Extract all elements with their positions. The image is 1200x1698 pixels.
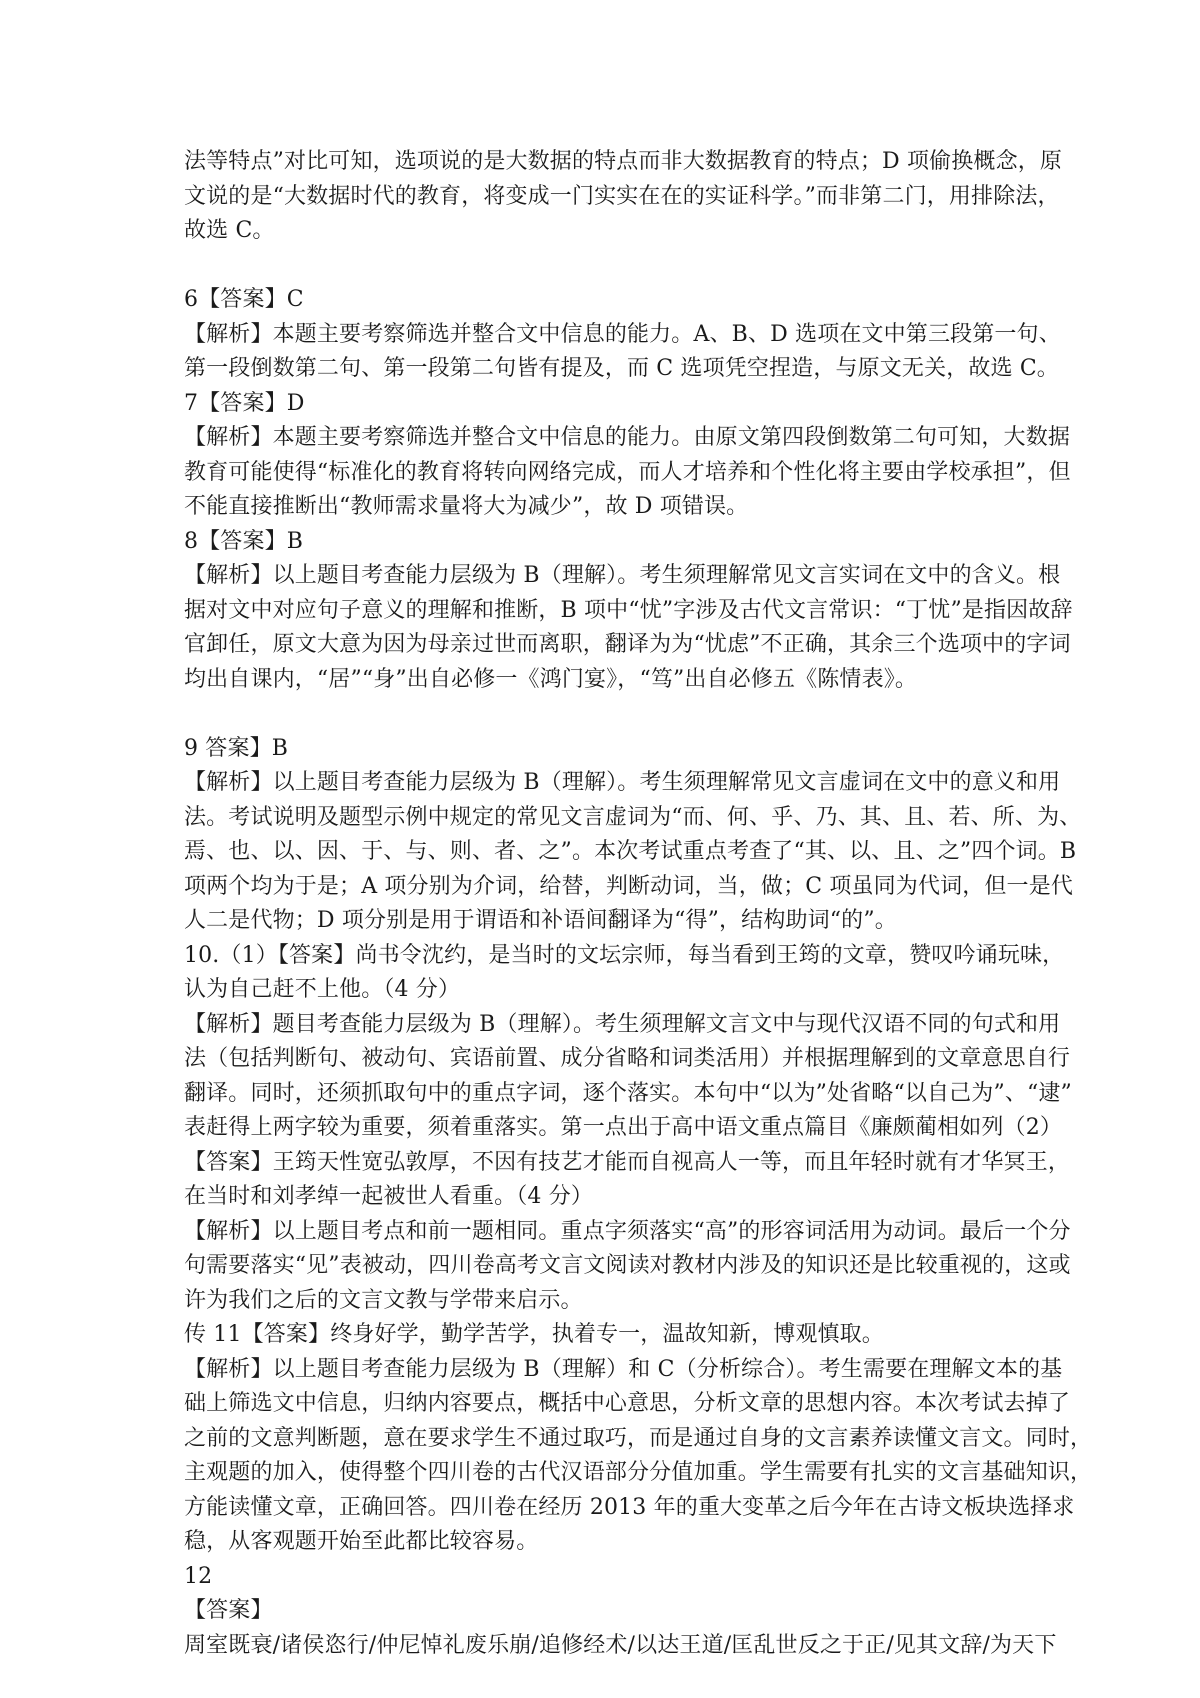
text-line: 7【答案】D (184, 390, 305, 416)
text-line: 据对文中对应句子意义的理解和推断，B 项中“忧”字涉及古代文言常识：“丁忧”是指因故辞 (184, 597, 1073, 623)
text-line: 故选 C。 (184, 218, 275, 243)
text-line: 【解析】以上题目考点和前一题相同。重点字须落实“高”的形容词活用为动词。最后一个分 (184, 1218, 1071, 1244)
document-body (184, 145, 1093, 1663)
text-line: 均出自课内，“居”“身”出自必修一《鸿门宴》，“笃”出自必修五《陈情表》。 (184, 666, 918, 692)
text-line: 【答案】王筠天性宽弘敦厚，不因有技艺才能而自视高人一等，而且年轻时就有才华冥王， (184, 1149, 1071, 1175)
text-line: 文说的是“大数据时代的教育，将变成一门实实在在的实证科学。”而非第二门，用排除法， (184, 183, 1060, 209)
text-line: 项两个均为于是；A 项分别为介词，给替，判断动词，当，做；C 项虽同为代词，但一是代 (184, 873, 1074, 899)
text-line: 【解析】以上题目考查能力层级为 B（理解）和 C（分析综合）。考生需要在理解文本的基 (184, 1356, 1063, 1382)
text-line: 8【答案】B (184, 528, 304, 554)
text-line: 法（包括判断句、被动句、宾语前置、成分省略和词类活用）并根据理解到的文章意思自行 (184, 1046, 1071, 1071)
text-line: 【解析】题目考查能力层级为 B（理解）。考生须理解文言文中与现代汉语不同的句式和用 (184, 1011, 1061, 1037)
paragraph-gap (184, 697, 1024, 732)
text-line: 许为我们之后的文言文教与学带来启示。 (184, 1287, 583, 1313)
text-line: 焉、也、以、因、于、与、则、者、之”。本次考试重点考查了“其、以、且、之”四个词。B (184, 839, 1077, 864)
text-line: 9 答案】B (184, 735, 289, 761)
text-line: 之前的文意判断题，意在要求学生不通过取巧，而是通过自身的文言素养读懂文言文。同时， (184, 1425, 1093, 1451)
text-line: 稳，从客观题开始至此都比较容易。 (184, 1529, 539, 1554)
text-line: 周室既衰/诸侯恣行/仲尼悼礼废乐崩/追修经术/以达王道/匡乱世反之于正/见其文辞/为天下 (184, 1632, 1057, 1658)
text-line: 10.（1）【答案】尚书令沈约，是当时的文坛宗师，每当看到王筠的文章，赞叹吟诵玩味， (184, 942, 1065, 968)
text-line: 句需要落实“见”表被动，四川卷高考文言文阅读对教材内涉及的知识还是比较重视的，这或 (184, 1253, 1071, 1278)
text-line: 法等特点”对比可知，选项说的是大数据的特点而非大数据教育的特点；D 项偷换概念，原 (184, 149, 1063, 174)
text-line: 【解析】本题主要考察筛选并整合文中信息的能力。A、B、D 选项在文中第三段第一句、 (184, 321, 1061, 347)
text-line: 6【答案】C (184, 287, 304, 312)
paragraph-gap (184, 249, 1024, 284)
text-line: 方能读懂文章，正确回答。四川卷在经历 2013 年的重大变革之后今年在古诗文板块选择求 (184, 1494, 1075, 1520)
text-line: 翻译。同时，还须抓取句中的重点字词，逐个落实。本句中“以为”处省略“以自己为”、“逮” (184, 1080, 1072, 1106)
document-page (184, 145, 1093, 1663)
text-line: 础上筛选文中信息，归纳内容要点，概括中心意思，分析文章的思想内容。本次考试去掉了 (184, 1391, 1071, 1416)
text-line: 不能直接推断出“教师需求量将大为减少”，故 D 项错误。 (184, 494, 749, 519)
text-line: 【解析】本题主要考察筛选并整合文中信息的能力。由原文第四段倒数第二句可知，大数据 (184, 425, 1071, 450)
text-line: 主观题的加入，使得整个四川卷的古代汉语部分分值加重。学生需要有扎实的文言基础知识， (184, 1460, 1093, 1485)
text-line: 在当时和刘孝绰一起被世人看重。（4 分） (184, 1184, 593, 1209)
text-line: 第一段倒数第二句、第一段第二句皆有提及，而 C 选项凭空捏造，与原文无关，故选 C。 (184, 356, 1059, 381)
text-line: 官卸任，原文大意为因为母亲过世而离职，翻译为为“忧虑”不正确，其余三个选项中的字词 (184, 632, 1071, 657)
text-line: 传 11【答案】终身好学，勤学苦学，执着专一，温故知新，博观慎取。 (184, 1322, 884, 1347)
text-line: 【解析】以上题目考查能力层级为 B（理解）。考生须理解常见文言虚词在文中的意义和用 (184, 770, 1061, 795)
text-line: 法。考试说明及题型示例中规定的常见文言虚词为“而、何、乎、乃、其、且、若、所、为、 (184, 804, 1082, 830)
text-line: 表赶得上两字较为重要，须着重落实。第一点出于高中语文重点篇目《廉颇蔺相如列（2） (184, 1115, 1062, 1140)
text-line: 教育可能使得“标准化的教育将转向网络完成，而人才培养和个性化将主要由学校承担”，但 (184, 459, 1071, 485)
text-line: 【解析】以上题目考查能力层级为 B（理解）。考生须理解常见文言实词在文中的含义。根 (184, 563, 1061, 588)
text-line: 【答案】 (184, 1598, 273, 1623)
text-line: 人二是代物；D 项分别是用于谓语和补语间翻译为“得”，结构助词“的”。 (184, 908, 897, 933)
text-line: 认为自己赶不上他。（4 分） (184, 977, 461, 1002)
text-line: 12 (184, 1563, 213, 1589)
